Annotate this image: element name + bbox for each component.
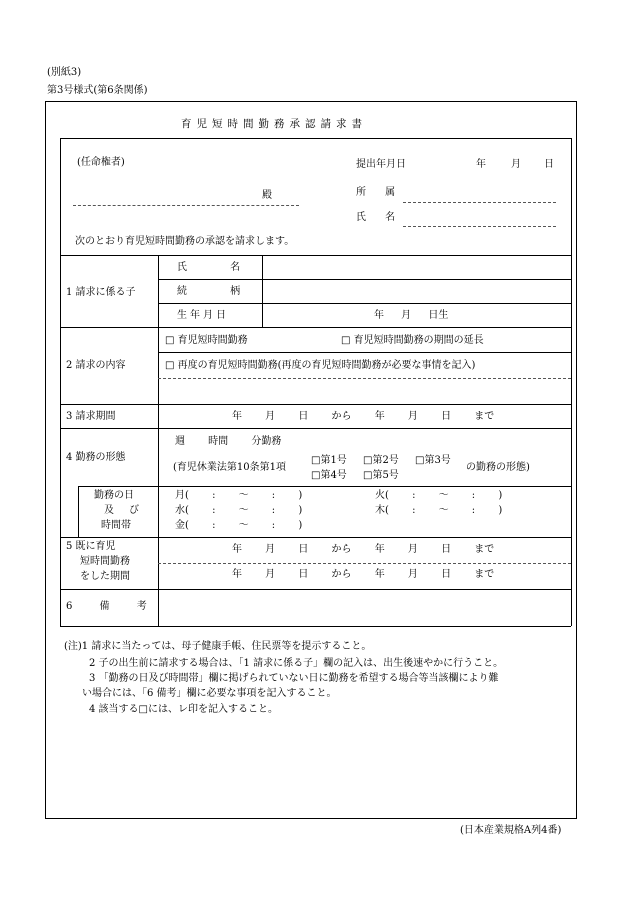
date-year: 年 — [476, 159, 486, 170]
child-birth-label: 生年月日 — [177, 310, 229, 321]
note-2: 2 子の出生前に請求する場合は、「1 請求に係る子」欄の記入は、出生後速やかに行うこと。 — [89, 658, 504, 669]
row-divider — [158, 303, 571, 304]
row-divider — [78, 486, 571, 487]
col-divider — [158, 255, 159, 327]
sec5-label-2: 短時間勤務 — [80, 556, 130, 567]
request-period: 年 月 日 から 年 月 日 まで — [232, 411, 495, 422]
child-relation-label: 続 柄 — [177, 286, 261, 297]
col-divider — [158, 404, 159, 428]
work-form-suffix: の勤務の形態) — [466, 462, 530, 473]
opt-extension[interactable]: □ 育児短時間勤務の期間の延長 — [341, 335, 484, 346]
child-name-label: 氏 名 — [177, 262, 261, 273]
check-no1[interactable]: □第1号 — [311, 455, 347, 466]
note-1: (注)1 請求に当たっては、母子健康手帳、住民票等を提示すること。 — [64, 641, 372, 652]
sec6-label: 6 備 考 — [66, 601, 147, 612]
sec5-label-3: をした期間 — [80, 571, 130, 582]
day-fri: 金( : 〜 : ) — [175, 520, 303, 531]
law-ref: (育児休業法第10条第1項 — [173, 462, 286, 473]
col-divider — [158, 589, 159, 626]
workdays-label-2: 及 び — [104, 505, 146, 516]
check-no5[interactable]: □第5号 — [363, 470, 399, 481]
appointer-label: (任命権者) — [77, 157, 125, 168]
sec5-label-1: 5 既に育児 — [66, 541, 116, 552]
day-thu: 木( : 〜 : ) — [375, 505, 503, 516]
intro-text: 次のとおり育児短時間勤務の承認を請求します。 — [75, 236, 295, 247]
appendix-label: (別紙3) — [47, 67, 82, 78]
day-tue: 火( : 〜 : ) — [375, 490, 503, 501]
col-divider — [78, 486, 79, 537]
child-birth-value: 年 月 日生 — [374, 310, 449, 321]
prior-period-2: 年 月 日 から 年 月 日 まで — [232, 569, 495, 580]
form-number: 第3号様式(第6条関係) — [47, 85, 148, 96]
opt-short-time-work[interactable]: □ 育児短時間勤務 — [165, 335, 248, 346]
affiliation-input-line[interactable] — [403, 202, 556, 203]
row-divider — [158, 563, 571, 564]
applicant-name-input-line[interactable] — [403, 226, 556, 227]
day-wed: 水( : 〜 : ) — [175, 505, 303, 516]
date-month: 月 — [511, 159, 521, 170]
day-mon: 月( : 〜 : ) — [175, 490, 303, 501]
col-divider — [158, 486, 159, 537]
check-no3[interactable]: □第3号 — [415, 455, 451, 466]
affiliation-label: 所 属 — [356, 187, 404, 198]
form-title: 育児短時間勤務承認請求書 — [181, 118, 367, 130]
row-divider — [60, 255, 571, 256]
applicant-name-label: 氏 名 — [356, 212, 404, 223]
submission-date-label: 提出年月日 — [356, 159, 406, 170]
row-divider — [60, 428, 571, 429]
sec1-label: 1 請求に係る子 — [66, 287, 136, 298]
table-top-border — [60, 138, 571, 139]
sec2-label: 2 請求の内容 — [66, 360, 126, 371]
weekly-hours: 週 時間 分勤務 — [175, 436, 282, 447]
workdays-label-3: 時間帯 — [101, 520, 131, 531]
sec3-label: 3 請求期間 — [66, 411, 116, 422]
check-no4[interactable]: □第4号 — [311, 470, 347, 481]
note-4: 4 該当する□には、レ印を記入すること。 — [89, 704, 278, 715]
row-divider — [60, 537, 571, 538]
paper-size-footer: (日本産業規格A列4番) — [460, 825, 562, 836]
appointer-input-line[interactable] — [73, 205, 299, 206]
workdays-label-1: 勤務の日 — [94, 490, 134, 501]
table-bottom-border — [60, 626, 571, 627]
sec4-label: 4 勤務の形態 — [66, 452, 126, 463]
date-day: 日 — [544, 159, 554, 170]
col-divider — [262, 255, 263, 327]
note-3-cont: い場合には、「6 備考」欄に必要な事項を記入すること。 — [82, 688, 337, 699]
prior-period-1: 年 月 日 から 年 月 日 まで — [232, 544, 495, 555]
honorific-label: 殿 — [262, 190, 272, 201]
opt-repeat[interactable]: □ 再度の育児短時間勤務(再度の育児短時間勤務が必要な事情を記入) — [165, 360, 476, 371]
row-divider — [60, 589, 571, 590]
row-divider — [158, 378, 571, 379]
table-left-border — [60, 138, 61, 626]
col-divider — [158, 428, 159, 486]
note-3: 3 「勤務の日及び時間帯」欄に掲げられていない日に勤務を希望する場合等当該欄により難 — [89, 673, 499, 684]
row-divider — [158, 352, 571, 353]
row-divider — [60, 404, 571, 405]
row-divider — [158, 279, 571, 280]
table-right-border — [571, 138, 572, 626]
row-divider — [60, 327, 571, 328]
check-no2[interactable]: □第2号 — [363, 455, 399, 466]
col-divider — [158, 327, 159, 404]
